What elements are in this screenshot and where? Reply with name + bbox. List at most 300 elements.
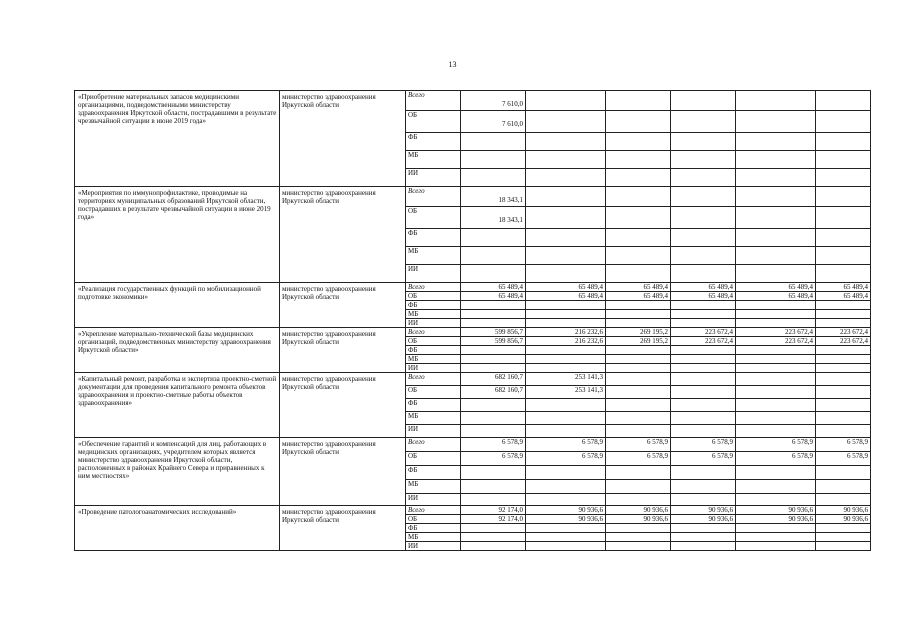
amount-cell bbox=[606, 247, 671, 265]
amount-cell bbox=[736, 337, 816, 346]
amount-cell bbox=[816, 373, 871, 386]
amount-value bbox=[463, 229, 523, 238]
amount-cell bbox=[461, 386, 526, 399]
amount-cell bbox=[606, 301, 671, 310]
amount-value bbox=[818, 207, 868, 216]
funding-source: ФБ bbox=[406, 301, 461, 310]
amount-cell bbox=[736, 207, 816, 229]
amount-cell bbox=[736, 466, 816, 480]
amount-cell bbox=[526, 319, 606, 328]
amount-cell bbox=[736, 399, 816, 412]
amount-cell bbox=[526, 412, 606, 425]
funding-source: ИИ bbox=[406, 169, 461, 187]
amount-value bbox=[528, 91, 603, 100]
amount-cell bbox=[606, 319, 671, 328]
amount-value bbox=[818, 187, 868, 196]
amount-cell bbox=[816, 506, 871, 515]
amount-value: 6 578,9 bbox=[712, 438, 733, 446]
amount-cell bbox=[606, 229, 671, 247]
table-row bbox=[75, 438, 871, 452]
amount-value bbox=[528, 247, 603, 256]
amount-cell bbox=[526, 207, 606, 229]
amount-cell bbox=[736, 133, 816, 151]
amount-cell bbox=[606, 425, 671, 438]
amount-cell bbox=[816, 355, 871, 364]
amount-value: 7 610,0 bbox=[502, 120, 523, 128]
table-row bbox=[75, 328, 871, 337]
amount-cell bbox=[461, 524, 526, 533]
amount-cell bbox=[736, 494, 816, 506]
amount-cell bbox=[461, 169, 526, 187]
amount-cell bbox=[461, 301, 526, 310]
amount-cell bbox=[736, 438, 816, 452]
amount-cell bbox=[671, 355, 736, 364]
amount-cell bbox=[816, 533, 871, 542]
amount-value: 65 489,4 bbox=[643, 283, 668, 291]
amount-value: 7 610,0 bbox=[502, 100, 523, 108]
amount-value: 90 936,6 bbox=[708, 515, 733, 523]
amount-cell bbox=[736, 292, 816, 301]
amount-cell bbox=[816, 151, 871, 169]
amount-cell bbox=[736, 301, 816, 310]
amount-cell bbox=[606, 494, 671, 506]
amount-value bbox=[608, 265, 668, 274]
funding-source: ИИ bbox=[406, 364, 461, 373]
amount-value bbox=[528, 207, 603, 216]
amount-cell bbox=[461, 533, 526, 542]
amount-cell bbox=[606, 169, 671, 187]
amount-cell bbox=[606, 187, 671, 207]
amount-cell bbox=[736, 310, 816, 319]
amount-cell bbox=[606, 515, 671, 524]
amount-value: 65 489,4 bbox=[843, 283, 868, 291]
amount-cell bbox=[736, 169, 816, 187]
amount-cell bbox=[526, 247, 606, 265]
amount-value: 6 578,9 bbox=[582, 438, 603, 446]
amount-value: 6 578,9 bbox=[647, 438, 668, 446]
amount-cell bbox=[736, 373, 816, 386]
amount-cell bbox=[526, 346, 606, 355]
funding-source: ОБ bbox=[406, 452, 461, 466]
amount-cell bbox=[526, 494, 606, 506]
amount-cell bbox=[526, 187, 606, 207]
amount-cell bbox=[606, 373, 671, 386]
funding-source: Всего bbox=[406, 91, 461, 111]
amount-cell bbox=[526, 133, 606, 151]
amount-cell bbox=[736, 542, 816, 551]
amount-cell bbox=[671, 346, 736, 355]
table-row bbox=[75, 91, 871, 111]
amount-cell bbox=[526, 542, 606, 551]
amount-cell bbox=[606, 412, 671, 425]
amount-cell bbox=[671, 91, 736, 111]
amount-cell bbox=[606, 386, 671, 399]
amount-cell bbox=[671, 301, 736, 310]
amount-cell bbox=[461, 480, 526, 494]
amount-cell bbox=[671, 337, 736, 346]
budget-table bbox=[74, 90, 871, 551]
funding-source: Всего bbox=[406, 187, 461, 207]
amount-value: 6 578,9 bbox=[647, 452, 668, 460]
amount-value bbox=[673, 111, 733, 120]
funding-source: МБ bbox=[406, 355, 461, 364]
amount-value bbox=[608, 187, 668, 196]
amount-cell bbox=[736, 151, 816, 169]
amount-cell bbox=[526, 111, 606, 133]
amount-cell bbox=[671, 310, 736, 319]
amount-cell bbox=[461, 133, 526, 151]
amount-cell bbox=[816, 292, 871, 301]
activity-name: «Мероприятия по иммунопрофилактике, проводимые на территориях муниципальных образований Иркутской области, пострадавших в результате чрезвычайной ситуации в июне 2019 года» bbox=[75, 187, 280, 283]
amount-value: 65 489,4 bbox=[578, 283, 603, 291]
amount-cell bbox=[671, 399, 736, 412]
amount-cell bbox=[461, 355, 526, 364]
amount-cell bbox=[526, 355, 606, 364]
amount-cell bbox=[816, 283, 871, 292]
amount-cell bbox=[461, 364, 526, 373]
amount-cell bbox=[671, 524, 736, 533]
funding-source: МБ bbox=[406, 310, 461, 319]
amount-value: 90 936,6 bbox=[788, 515, 813, 523]
amount-cell bbox=[736, 328, 816, 337]
amount-value bbox=[528, 169, 603, 178]
amount-value: 92 174,0 bbox=[498, 506, 523, 514]
amount-cell bbox=[671, 328, 736, 337]
amount-value: 269 195,2 bbox=[640, 328, 668, 336]
amount-cell bbox=[461, 346, 526, 355]
amount-cell bbox=[606, 310, 671, 319]
amount-cell bbox=[736, 412, 816, 425]
amount-cell bbox=[671, 494, 736, 506]
amount-value: 6 578,9 bbox=[847, 438, 868, 446]
amount-cell bbox=[526, 337, 606, 346]
amount-value bbox=[528, 265, 603, 274]
funding-source: Всего bbox=[406, 373, 461, 386]
amount-value bbox=[673, 229, 733, 238]
amount-cell bbox=[461, 399, 526, 412]
amount-cell bbox=[736, 515, 816, 524]
funding-source: МБ bbox=[406, 151, 461, 169]
amount-value bbox=[738, 247, 813, 256]
amount-cell bbox=[671, 386, 736, 399]
amount-cell bbox=[671, 133, 736, 151]
amount-cell bbox=[606, 328, 671, 337]
responsible-org: министерство здравоохранения Иркутской области bbox=[280, 328, 406, 373]
amount-value bbox=[738, 187, 813, 196]
amount-cell bbox=[606, 151, 671, 169]
amount-cell bbox=[526, 399, 606, 412]
amount-cell bbox=[461, 292, 526, 301]
amount-value bbox=[738, 265, 813, 274]
amount-cell bbox=[816, 91, 871, 111]
amount-value: 18 343,1 bbox=[498, 196, 523, 204]
amount-cell bbox=[526, 506, 606, 515]
amount-cell bbox=[526, 229, 606, 247]
amount-cell bbox=[526, 515, 606, 524]
amount-cell bbox=[816, 328, 871, 337]
amount-value bbox=[818, 247, 868, 256]
amount-cell bbox=[461, 337, 526, 346]
amount-cell bbox=[736, 533, 816, 542]
table-row bbox=[75, 283, 871, 292]
amount-cell bbox=[671, 364, 736, 373]
amount-cell bbox=[526, 524, 606, 533]
amount-cell bbox=[461, 412, 526, 425]
amount-cell bbox=[816, 399, 871, 412]
amount-cell bbox=[671, 373, 736, 386]
amount-cell bbox=[671, 151, 736, 169]
amount-value bbox=[738, 133, 813, 142]
amount-cell bbox=[671, 265, 736, 283]
amount-value bbox=[738, 207, 813, 216]
amount-cell bbox=[816, 319, 871, 328]
activity-name: «Укрепление материально-технической базы медицинских организаций, подведомственных министерству здравоохранения Иркутской области» bbox=[75, 328, 280, 373]
amount-value bbox=[673, 133, 733, 142]
amount-value bbox=[818, 151, 868, 160]
amount-value: 92 174,0 bbox=[498, 515, 523, 523]
amount-value: 223 672,4 bbox=[840, 337, 868, 345]
amount-cell bbox=[461, 283, 526, 292]
amount-cell bbox=[671, 169, 736, 187]
amount-value: 18 343,1 bbox=[498, 216, 523, 224]
amount-value bbox=[818, 169, 868, 178]
amount-cell bbox=[461, 265, 526, 283]
amount-cell bbox=[816, 111, 871, 133]
amount-value bbox=[673, 91, 733, 100]
amount-value bbox=[818, 91, 868, 100]
amount-cell bbox=[816, 133, 871, 151]
amount-cell bbox=[606, 399, 671, 412]
activity-name: «Реализация государственных функций по мобилизационной подготовке экономики» bbox=[75, 283, 280, 328]
amount-cell bbox=[461, 187, 526, 207]
funding-source: МБ bbox=[406, 480, 461, 494]
amount-cell bbox=[606, 346, 671, 355]
amount-cell bbox=[606, 91, 671, 111]
amount-value: 599 856,7 bbox=[495, 337, 523, 345]
amount-cell bbox=[606, 265, 671, 283]
amount-cell bbox=[461, 111, 526, 133]
funding-source: ИИ bbox=[406, 319, 461, 328]
amount-value: 90 936,6 bbox=[643, 506, 668, 514]
amount-cell bbox=[671, 425, 736, 438]
amount-cell bbox=[526, 533, 606, 542]
amount-cell bbox=[816, 310, 871, 319]
activity-name: «Обеспечение гарантий и компенсаций для лиц, работающих в медицинских организациях, учредителем которых является министерство здравоохранения Иркутской области, расположенных в районах Крайнего Севера и приравненных к ним местностях» bbox=[75, 438, 280, 506]
activity-name: «Капитальный ремонт, разработка и экспертиза проектно-сметной документации для проведения капитального ремонта объектов здравоохранения и проектно-сметные работы объектов здравоохранения» bbox=[75, 373, 280, 438]
amount-value bbox=[463, 151, 523, 160]
amount-cell bbox=[816, 515, 871, 524]
responsible-org: министерство здравоохранения Иркутской области bbox=[280, 187, 406, 283]
amount-cell bbox=[526, 265, 606, 283]
amount-value: 682 160,7 bbox=[495, 386, 523, 394]
amount-cell bbox=[606, 207, 671, 229]
amount-value: 599 856,7 bbox=[495, 328, 523, 336]
responsible-org: министерство здравоохранения Иркутской области bbox=[280, 91, 406, 187]
amount-cell bbox=[606, 480, 671, 494]
amount-value bbox=[673, 187, 733, 196]
amount-value bbox=[738, 111, 813, 120]
amount-cell bbox=[461, 506, 526, 515]
amount-cell bbox=[606, 337, 671, 346]
amount-cell bbox=[816, 247, 871, 265]
amount-cell bbox=[816, 386, 871, 399]
amount-cell bbox=[736, 229, 816, 247]
amount-value: 6 578,9 bbox=[792, 438, 813, 446]
responsible-org: министерство здравоохранения Иркутской области bbox=[280, 438, 406, 506]
amount-cell bbox=[526, 169, 606, 187]
amount-value: 65 489,4 bbox=[843, 292, 868, 300]
funding-source: Всего bbox=[406, 283, 461, 292]
amount-value bbox=[463, 247, 523, 256]
amount-value: 223 672,4 bbox=[705, 337, 733, 345]
amount-cell bbox=[816, 346, 871, 355]
amount-cell bbox=[671, 292, 736, 301]
funding-source: ФБ bbox=[406, 524, 461, 533]
amount-cell bbox=[606, 466, 671, 480]
amount-value: 65 489,4 bbox=[498, 283, 523, 291]
amount-cell bbox=[816, 494, 871, 506]
amount-cell bbox=[671, 319, 736, 328]
amount-cell bbox=[526, 386, 606, 399]
amount-value bbox=[608, 229, 668, 238]
amount-value: 223 672,4 bbox=[785, 337, 813, 345]
amount-value: 65 489,4 bbox=[498, 292, 523, 300]
table-row bbox=[75, 373, 871, 386]
amount-value bbox=[463, 265, 523, 274]
amount-value bbox=[608, 133, 668, 142]
amount-value bbox=[673, 169, 733, 178]
amount-value bbox=[738, 151, 813, 160]
amount-cell bbox=[816, 364, 871, 373]
amount-cell bbox=[671, 452, 736, 466]
funding-source: Всего bbox=[406, 506, 461, 515]
amount-cell bbox=[736, 524, 816, 533]
amount-cell bbox=[461, 542, 526, 551]
amount-value: 6 578,9 bbox=[712, 452, 733, 460]
amount-value: 65 489,4 bbox=[643, 292, 668, 300]
page-number: 13 bbox=[448, 60, 457, 69]
funding-source: МБ bbox=[406, 533, 461, 542]
amount-cell bbox=[671, 412, 736, 425]
amount-cell bbox=[461, 91, 526, 111]
amount-cell bbox=[461, 452, 526, 466]
amount-cell bbox=[461, 425, 526, 438]
amount-cell bbox=[606, 364, 671, 373]
amount-cell bbox=[736, 346, 816, 355]
amount-value: 90 936,6 bbox=[788, 506, 813, 514]
amount-cell bbox=[736, 111, 816, 133]
amount-value: 90 936,6 bbox=[843, 515, 868, 523]
amount-cell bbox=[816, 542, 871, 551]
amount-value: 90 936,6 bbox=[643, 515, 668, 523]
amount-cell bbox=[816, 207, 871, 229]
funding-source: ИИ bbox=[406, 542, 461, 551]
amount-cell bbox=[816, 229, 871, 247]
amount-value bbox=[608, 247, 668, 256]
amount-value: 65 489,4 bbox=[578, 292, 603, 300]
amount-cell bbox=[671, 283, 736, 292]
amount-cell bbox=[461, 328, 526, 337]
amount-value: 90 936,6 bbox=[708, 506, 733, 514]
amount-cell bbox=[461, 515, 526, 524]
amount-cell bbox=[606, 542, 671, 551]
amount-value: 90 936,6 bbox=[578, 506, 603, 514]
amount-value bbox=[738, 91, 813, 100]
amount-value: 6 578,9 bbox=[502, 452, 523, 460]
amount-cell bbox=[526, 466, 606, 480]
funding-source: Всего bbox=[406, 328, 461, 337]
responsible-org: министерство здравоохранения Иркутской области bbox=[280, 373, 406, 438]
amount-value: 65 489,4 bbox=[788, 292, 813, 300]
amount-cell bbox=[526, 91, 606, 111]
table-row bbox=[75, 187, 871, 207]
amount-cell bbox=[526, 328, 606, 337]
funding-source: Всего bbox=[406, 438, 461, 452]
amount-cell bbox=[736, 364, 816, 373]
amount-value: 216 232,6 bbox=[575, 328, 603, 336]
amount-cell bbox=[671, 542, 736, 551]
amount-cell bbox=[736, 283, 816, 292]
funding-source: ФБ bbox=[406, 466, 461, 480]
amount-value bbox=[608, 151, 668, 160]
amount-value: 269 195,2 bbox=[640, 337, 668, 345]
amount-cell bbox=[736, 319, 816, 328]
amount-cell bbox=[671, 506, 736, 515]
amount-value bbox=[463, 169, 523, 178]
amount-cell bbox=[671, 438, 736, 452]
amount-value: 6 578,9 bbox=[582, 452, 603, 460]
amount-cell bbox=[816, 301, 871, 310]
amount-value bbox=[463, 133, 523, 142]
amount-cell bbox=[736, 247, 816, 265]
amount-value: 216 232,6 bbox=[575, 337, 603, 345]
amount-cell bbox=[816, 466, 871, 480]
amount-value bbox=[608, 169, 668, 178]
amount-value bbox=[673, 247, 733, 256]
amount-value bbox=[818, 111, 868, 120]
amount-cell bbox=[606, 133, 671, 151]
amount-cell bbox=[736, 480, 816, 494]
amount-cell bbox=[526, 151, 606, 169]
funding-source: ОБ bbox=[406, 207, 461, 229]
funding-source: ФБ bbox=[406, 229, 461, 247]
amount-value: 6 578,9 bbox=[847, 452, 868, 460]
amount-cell bbox=[606, 292, 671, 301]
amount-value bbox=[738, 169, 813, 178]
amount-cell bbox=[671, 533, 736, 542]
funding-source: ОБ bbox=[406, 337, 461, 346]
amount-cell bbox=[671, 111, 736, 133]
funding-source: МБ bbox=[406, 247, 461, 265]
amount-cell bbox=[736, 425, 816, 438]
amount-value: 223 672,4 bbox=[705, 328, 733, 336]
responsible-org: министерство здравоохранения Иркутской области bbox=[280, 283, 406, 328]
amount-value bbox=[528, 229, 603, 238]
amount-cell bbox=[606, 452, 671, 466]
amount-cell bbox=[461, 151, 526, 169]
amount-cell bbox=[461, 310, 526, 319]
activity-name: «Проведение патологоанатомических исследований» bbox=[75, 506, 280, 551]
amount-value bbox=[528, 151, 603, 160]
amount-cell bbox=[526, 364, 606, 373]
amount-cell bbox=[461, 438, 526, 452]
funding-source: ФБ bbox=[406, 399, 461, 412]
amount-value bbox=[673, 265, 733, 274]
amount-value: 65 489,4 bbox=[708, 283, 733, 291]
amount-cell bbox=[526, 292, 606, 301]
amount-value bbox=[738, 229, 813, 238]
amount-cell bbox=[461, 466, 526, 480]
